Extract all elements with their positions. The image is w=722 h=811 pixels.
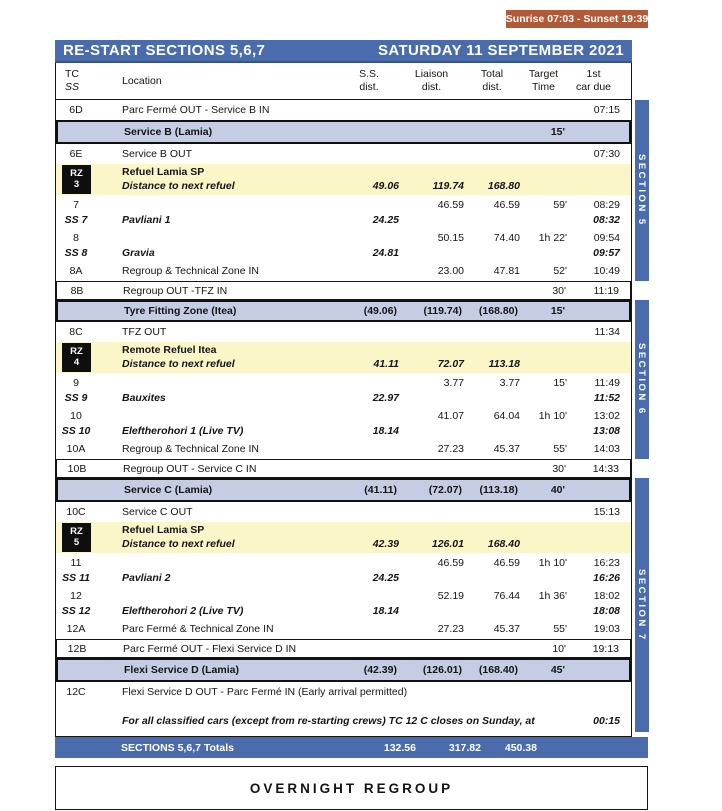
itinerary-title-bar: [55, 40, 632, 63]
target-cell: 10': [552, 642, 566, 655]
ss-code-cell: SS 12: [61, 604, 91, 617]
liaison-cell: 50.15: [437, 231, 464, 244]
totals-total-dist: 450.38: [504, 741, 537, 754]
total-cell: 47.81: [493, 265, 520, 277]
tc-cell: 8B: [70, 284, 84, 297]
tc-cell: 10C: [66, 506, 86, 518]
ss-dist-cell: 49.06: [372, 180, 399, 192]
column-header-row: [56, 63, 631, 100]
due-cell: 19:03: [593, 623, 620, 635]
ss-dist-cell: (42.39): [363, 664, 397, 676]
total-cell: 46.59: [493, 556, 520, 569]
liaison-cell: 46.59: [437, 198, 464, 211]
ss-dist-cell: 24.81: [372, 246, 399, 259]
totals-ss-dist: 132.56: [383, 741, 416, 754]
tc-cell: 8C: [69, 326, 83, 338]
due-cell: 11:19: [593, 284, 619, 297]
stage-row: [56, 586, 631, 619]
tc-cell: 12: [70, 589, 82, 602]
refuel-row: [56, 342, 631, 373]
liaison-cell: 41.07: [437, 409, 464, 422]
page-title: RE-START SECTIONS 5,6,7: [63, 42, 266, 59]
location-cell: Parc Fermé OUT - Flexi Service D IN: [123, 642, 297, 655]
target-cell: 45': [550, 664, 565, 676]
itinerary-row: [56, 502, 631, 522]
due-cell: 18:02: [593, 589, 620, 602]
due-cell: 15:13: [593, 506, 620, 518]
refuel-zone-badge: RZ 3: [62, 165, 91, 194]
target-cell: 1h 10': [538, 409, 567, 422]
target-cell: 1h 10': [538, 556, 567, 569]
due-cell: 07:30: [593, 148, 620, 160]
stage-row: [56, 195, 631, 228]
service-row: [56, 120, 631, 144]
liaison-cell: 126.01: [431, 538, 464, 550]
first-car-due-column-header: 1st car due: [575, 67, 612, 93]
target-cell: 30': [552, 284, 566, 297]
itinerary-row: [56, 261, 631, 281]
stage-name: Pavliani 1: [122, 213, 171, 226]
itinerary-table: [55, 63, 647, 737]
stage-name: Eleftherohori 2 (Live TV): [122, 604, 244, 617]
location-cell: Parc Fermé & Technical Zone IN: [122, 623, 274, 635]
due-cell: 11:34: [594, 326, 620, 338]
total-cell: 113.18: [488, 358, 520, 370]
location-cell: Regroup & Technical Zone IN: [122, 443, 259, 455]
itinerary-row: [56, 619, 631, 639]
stage-row: [56, 373, 631, 406]
liaison-cell: 27.23: [437, 623, 464, 635]
content-column: [55, 10, 648, 810]
service-label: Service B (Lamia): [124, 126, 213, 138]
stage-row: [56, 406, 631, 439]
refuel-note: Distance to next refuel: [122, 538, 235, 550]
total-cell: (168.40): [478, 664, 518, 676]
header-date: SATURDAY 11 SEPTEMBER 2021: [377, 42, 624, 59]
location-cell: Regroup OUT -TFZ IN: [123, 284, 228, 297]
stage-name: Gravia: [122, 246, 155, 259]
closing-note-text: For all classified cars (except from re-starting crews) TC 12 C closes on Sunday, at: [122, 715, 535, 727]
target-cell: 15': [553, 376, 567, 389]
service-row: [56, 300, 631, 322]
transition-row: [56, 459, 631, 478]
ss-code-cell: SS 10: [61, 424, 91, 437]
location-cell: Service B OUT: [122, 148, 193, 160]
total-cell: 74.40: [493, 231, 520, 244]
stage-row: [56, 553, 631, 586]
target-cell: 30': [552, 462, 566, 475]
due2-cell: 08:32: [593, 213, 620, 226]
itinerary-row: [56, 100, 631, 120]
tc-cell: 10: [70, 409, 82, 422]
location-cell: TFZ OUT: [122, 326, 167, 338]
tc-cell: 10A: [66, 443, 86, 455]
liaison-cell: 46.59: [437, 556, 464, 569]
total-cell: 76.44: [493, 589, 520, 602]
ss-dist-cell: 18.14: [372, 424, 399, 437]
refuel-note: Distance to next refuel: [122, 180, 235, 192]
tc-cell: 7: [73, 198, 79, 211]
ss-code-cell: SS 7: [64, 213, 88, 226]
due2-cell: 16:26: [593, 571, 620, 584]
service-label: Flexi Service D (Lamia): [124, 664, 239, 676]
ss-dist-cell: 24.25: [372, 571, 399, 584]
refuel-zone-badge: RZ 5: [62, 523, 91, 552]
tc-cell: 12B: [67, 642, 87, 655]
due-cell: 10:49: [593, 265, 620, 277]
due-cell: 08:29: [593, 198, 620, 211]
refuel-name: Remote Refuel Itea: [122, 344, 217, 356]
ss-dist-cell: 18.14: [372, 604, 399, 617]
closing-note-row: [56, 706, 631, 736]
due2-cell: 13:08: [593, 424, 620, 437]
transition-row: [56, 281, 631, 300]
location-cell: Regroup OUT - Service C IN: [123, 462, 257, 475]
section-7-tab: SECTION 7: [635, 478, 649, 732]
totals-liaison-dist: 317.82: [448, 741, 481, 754]
liaison-cell: (126.01): [422, 664, 462, 676]
service-label: Tyre Fitting Zone (Itea): [124, 305, 237, 317]
liaison-cell: 27.23: [437, 443, 464, 455]
liaison-cell: 3.77: [443, 376, 464, 389]
target-cell: 52': [553, 265, 567, 277]
ss-dist-cell: 42.39: [372, 538, 399, 550]
due-cell: 13:02: [593, 409, 620, 422]
liaison-cell: 119.74: [432, 180, 464, 192]
stage-row: [56, 228, 631, 261]
ss-code-cell: SS 8: [64, 246, 88, 259]
location-cell: Regroup & Technical Zone IN: [122, 265, 259, 277]
sunrise-sunset-text: Sunrise 07:03 - Sunset 19:39: [505, 13, 649, 25]
target-cell: 15': [550, 126, 565, 138]
stage-name: Pavliani 2: [122, 571, 171, 584]
stage-name: Eleftherohori 1 (Live TV): [122, 424, 244, 437]
tc-cell: 6E: [69, 148, 83, 160]
total-cell: (168.80): [478, 305, 518, 317]
totals-row: [55, 737, 648, 758]
tc-cell: 11: [70, 556, 82, 569]
liaison-cell: 52.19: [437, 589, 464, 602]
refuel-name: Refuel Lamia SP: [122, 524, 205, 536]
liaison-cell: 23.00: [437, 265, 464, 277]
ss-code-cell: SS 11: [62, 571, 90, 584]
due-cell: 09:54: [593, 231, 620, 244]
transition-row: [56, 639, 631, 658]
table-body: [56, 100, 647, 736]
ss-header: SS: [65, 81, 80, 93]
service-label: Service C (Lamia): [124, 484, 213, 496]
stage-name: Bauxites: [122, 391, 166, 404]
refuel-name: Refuel Lamia SP: [122, 166, 205, 178]
tc-cell: 8A: [69, 265, 83, 277]
refuel-note: Distance to next refuel: [122, 358, 235, 370]
refuel-zone-badge: RZ 4: [62, 343, 91, 372]
refuel-row: [56, 164, 631, 195]
target-cell: 1h 36': [538, 589, 567, 602]
liaison-dist-column-header: Liaison dist.: [414, 67, 449, 93]
tc-ss-column-header: [56, 68, 96, 94]
itinerary-row: [56, 682, 631, 706]
due-cell: 00:15: [593, 715, 620, 727]
target-cell: 55': [553, 623, 567, 635]
total-dist-column-header: Total dist.: [480, 67, 504, 93]
liaison-cell: (72.07): [428, 484, 462, 496]
ss-dist-column-header: S.S. dist.: [359, 67, 379, 93]
due-cell: 14:33: [592, 462, 619, 475]
due-cell: 19:13: [592, 642, 619, 655]
ss-dist-cell: (49.06): [363, 305, 397, 317]
tc-cell: 9: [73, 376, 79, 389]
total-cell: 45.37: [493, 623, 520, 635]
itinerary-row: [56, 144, 631, 164]
due-cell: 07:15: [593, 104, 620, 116]
total-cell: 45.37: [493, 443, 520, 455]
ss-dist-cell: (41.11): [364, 484, 397, 496]
target-cell: 59': [553, 198, 567, 211]
due2-cell: 09:57: [593, 246, 620, 259]
target-cell: 55': [553, 443, 567, 455]
total-cell: (113.18): [479, 484, 518, 496]
ss-dist-cell: 41.11: [373, 358, 399, 370]
total-cell: 168.80: [487, 180, 520, 192]
target-cell: 1h 22': [538, 231, 567, 244]
total-cell: 64.04: [493, 409, 520, 422]
location-cell: Service C OUT: [122, 506, 193, 518]
section-5-tab: SECTION 5: [635, 100, 649, 281]
tc-cell: 8: [73, 231, 79, 244]
due2-cell: 18:08: [593, 604, 620, 617]
ss-code-cell: SS 9: [64, 391, 88, 404]
service-row: [56, 658, 631, 682]
tc-cell: 6D: [69, 104, 83, 116]
due-cell: 14:03: [593, 443, 620, 455]
total-cell: 168.40: [487, 538, 520, 550]
itinerary-row: [56, 439, 631, 459]
due-cell: 16:23: [593, 556, 620, 569]
service-row: [56, 478, 631, 502]
target-time-column-header: Target Time: [528, 67, 559, 93]
target-cell: 40': [550, 484, 565, 496]
due2-cell: 11:52: [593, 391, 620, 404]
tc-cell: 10B: [67, 462, 87, 475]
overnight-regroup-box: [55, 766, 648, 810]
tc-cell: 12A: [66, 623, 86, 635]
due-cell: 11:49: [594, 376, 620, 389]
itinerary-row: [56, 322, 631, 342]
total-cell: 3.77: [499, 376, 520, 389]
ss-dist-cell: 24.25: [372, 213, 399, 226]
sunrise-sunset-badge: [506, 10, 648, 28]
totals-label: SECTIONS 5,6,7 Totals: [121, 741, 235, 754]
location-column-header: Location: [122, 75, 162, 87]
tc-cell: 12C: [66, 686, 86, 698]
target-cell: 15': [550, 305, 565, 317]
overnight-regroup-label: OVERNIGHT REGROUP: [249, 780, 454, 796]
location-cell: Flexi Service D OUT - Parc Fermé IN (Early arrival permitted): [122, 686, 408, 698]
tc-header: TC: [65, 67, 79, 80]
section-6-tab: SECTION 6: [635, 300, 649, 459]
total-cell: 46.59: [493, 198, 520, 211]
ss-dist-cell: 22.97: [372, 391, 399, 404]
location-cell: Parc Fermé OUT - Service B IN: [122, 104, 270, 116]
liaison-cell: 72.07: [437, 358, 464, 370]
refuel-row: [56, 522, 631, 553]
liaison-cell: (119.74): [423, 305, 462, 317]
